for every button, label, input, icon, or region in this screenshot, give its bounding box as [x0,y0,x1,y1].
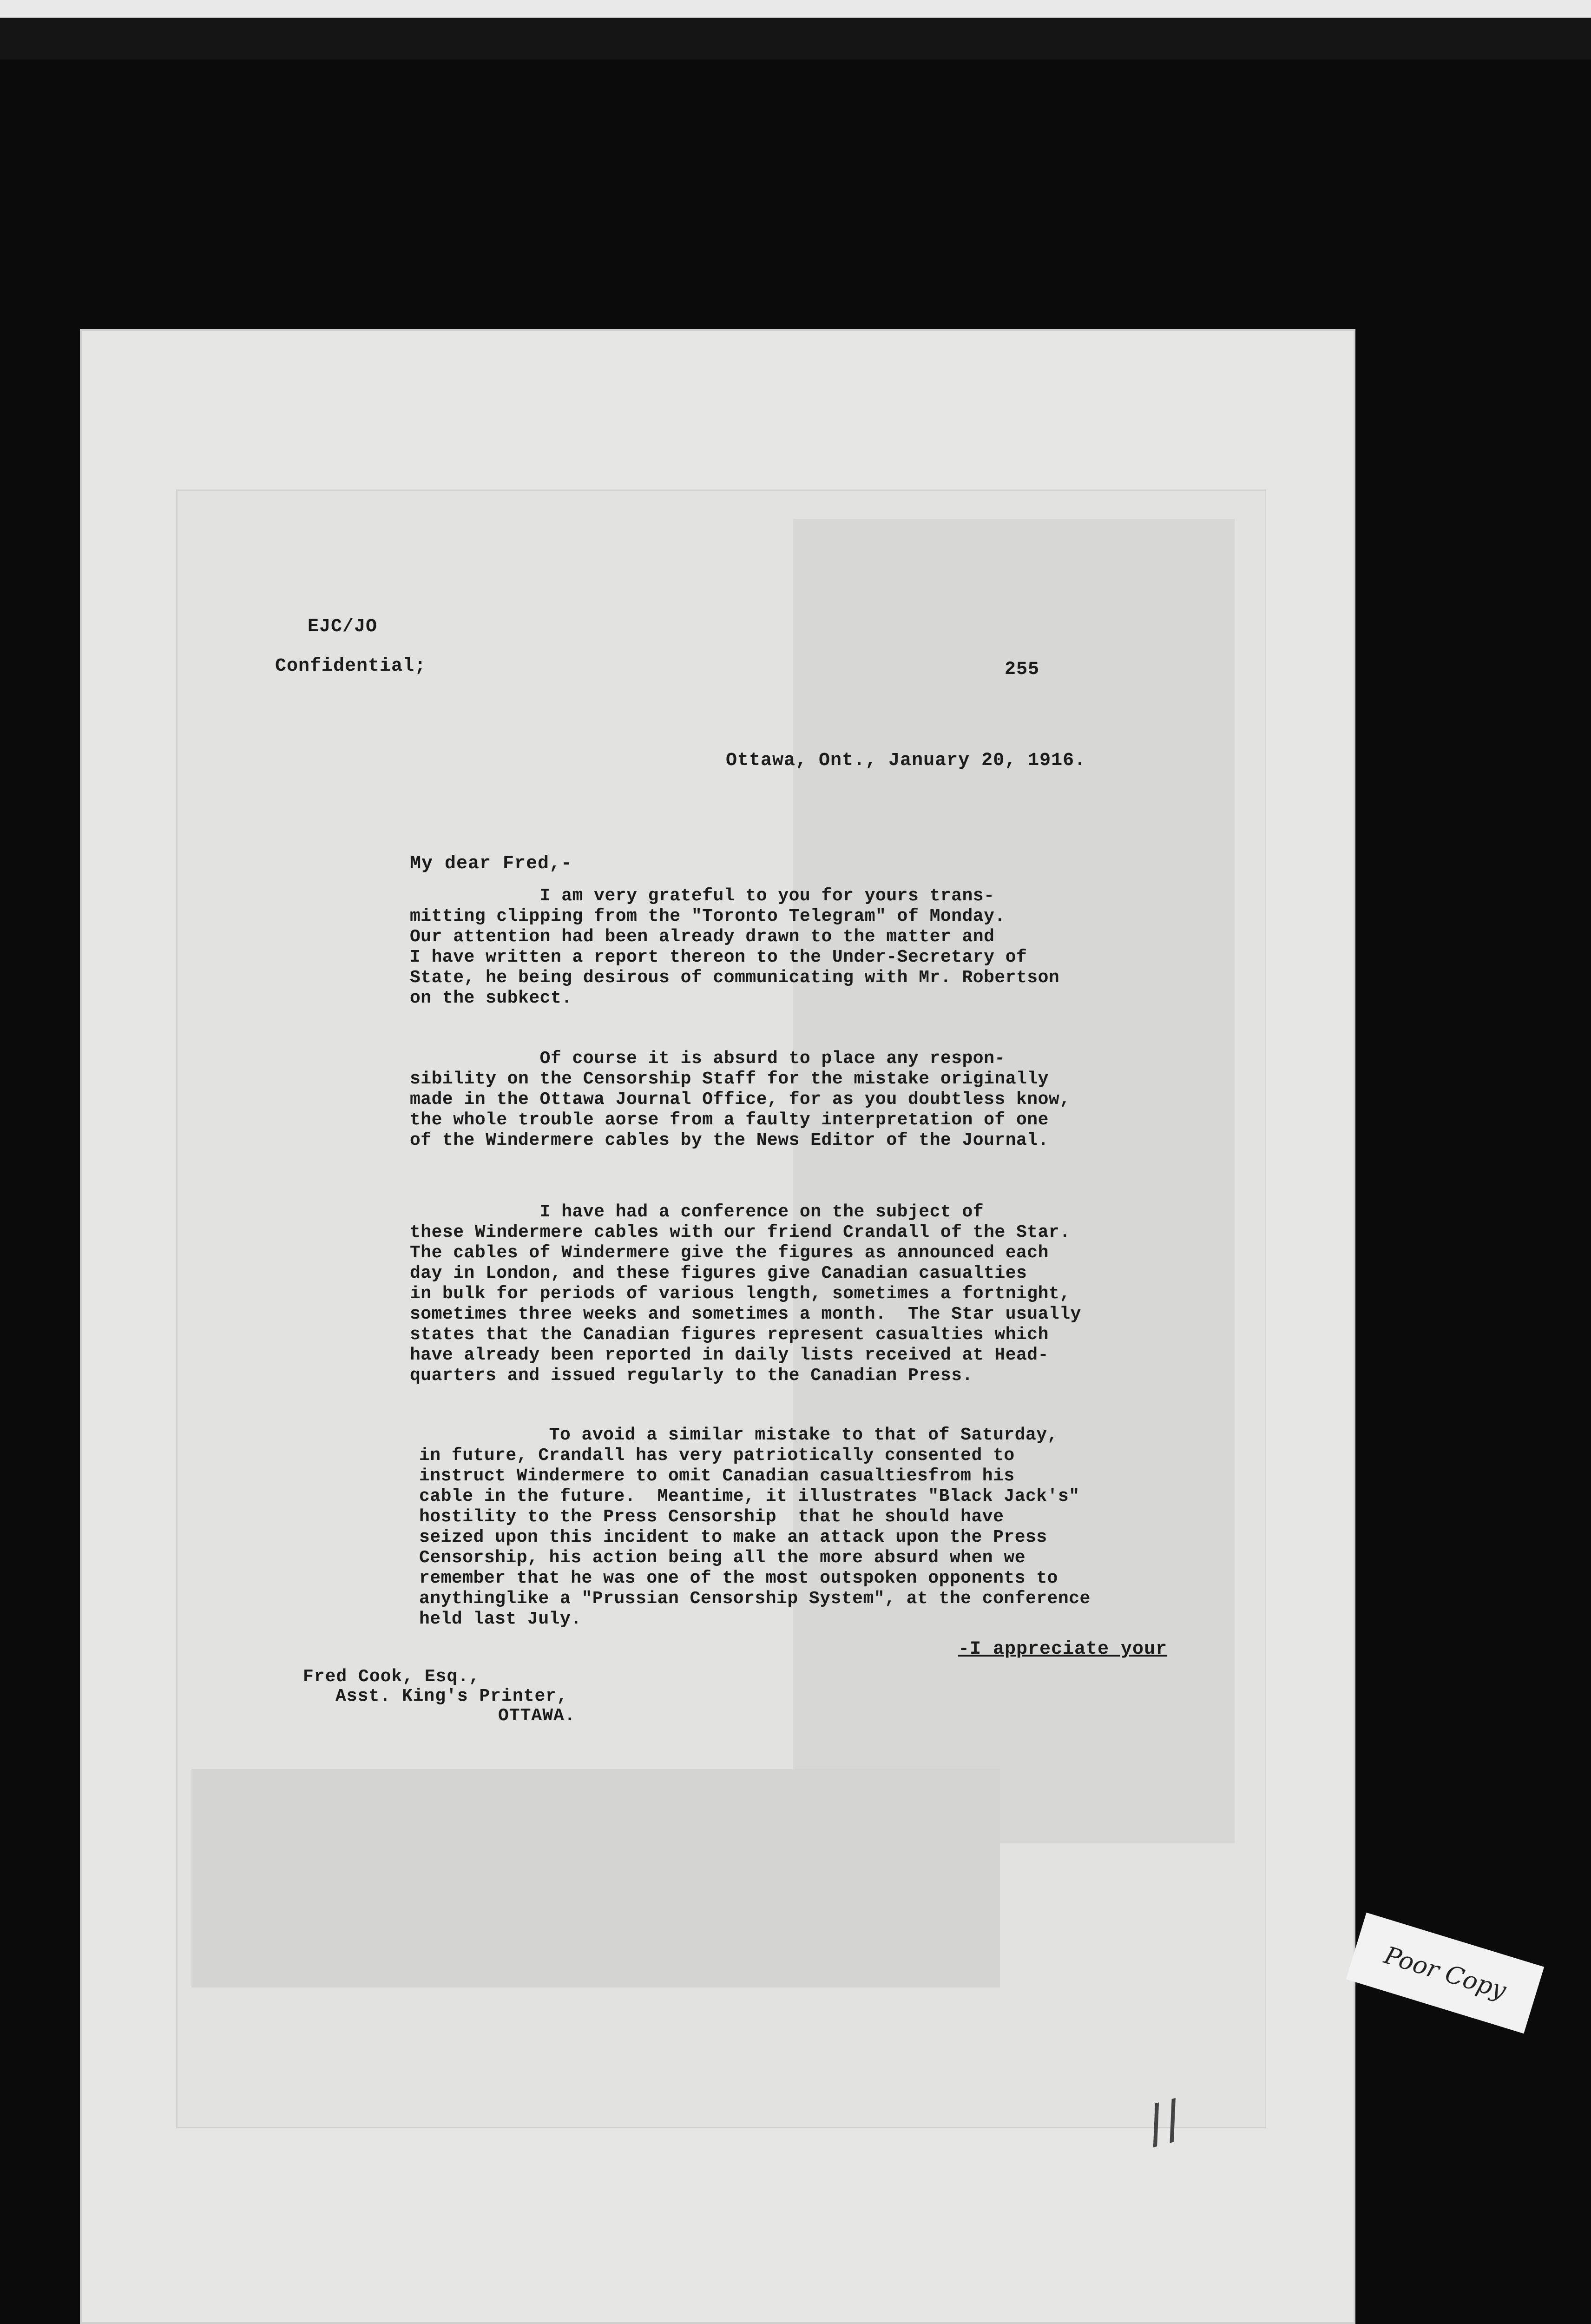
continuation-catchword: -I appreciate your [958,1639,1168,1660]
paragraph-1: I am very grateful to you for yours trans- mitting clipping from the "Toronto Telegram" of Monday. Our attention had been already drawn to the matter and I have written a report thereon to the Under-Secretary of State, he being desirous of communicating with Mr. Robertson on the subkect. [410,886,1060,1008]
document-sheet [80,329,1355,2324]
addressee-name: Fred Cook, Esq., [303,1667,480,1687]
addressee-city: OTTAWA. [498,1706,576,1726]
reference-code: EJC/JO [308,616,378,637]
page-number: 255 [1005,659,1040,680]
film-top-strip [0,0,1591,18]
classification: Confidential; [275,656,427,677]
place-date: Ottawa, Ont., January 20, 1916. [726,750,1086,771]
letter-page [178,491,1265,2127]
poor-copy-note: Poor Copy [1381,1941,1510,2005]
film-edge [0,18,1591,59]
paragraph-3: I have had a conference on the subject of these Windermere cables with our friend Crandall of the Star. The cables of Windermere give the figures as announced each day in London, and these figures give Canadian casualties in bulk for periods of various length, sometimes a fortnight, sometimes three weeks and sometimes a month. The Star usually states that the Canadian figures represent casualties which have already been reported in daily lists received at Head- quarters and issued regularly to the Canadian Press. [410,1202,1081,1386]
paper-shadow-lower [191,1769,1000,1987]
paragraph-4: To avoid a similar mistake to that of Saturday, in future, Crandall has very patriotically consented to instruct Windermere to omit Canadian casualtiesfrom his cable in the future. Meantime, it illustrates "Black Jack's" hostility to the Press Censorship that he should have seized upon this incident to make an attack upon the Press Censorship, his action being all the more absurd when we remember that he was one of the most outspoken opponents to anythinglike a "Prussian Censorship System", at the conference held last July. [419,1425,1091,1629]
paragraph-2: Of course it is absurd to place any respon- sibility on the Censorship Staff for the mistake originally made in the Ottawa Journal Office, for as you doubtless know, the whole trouble aorse from a faulty interpretation of one of the Windermere cables by the News Editor of the Journal. [410,1049,1071,1150]
poor-copy-slip [1346,1913,1544,2034]
salutation: My dear Fred,- [410,853,573,874]
pencil-mark: // [1139,2088,1189,2155]
addressee-title: Asst. King's Printer, [335,1686,568,1706]
